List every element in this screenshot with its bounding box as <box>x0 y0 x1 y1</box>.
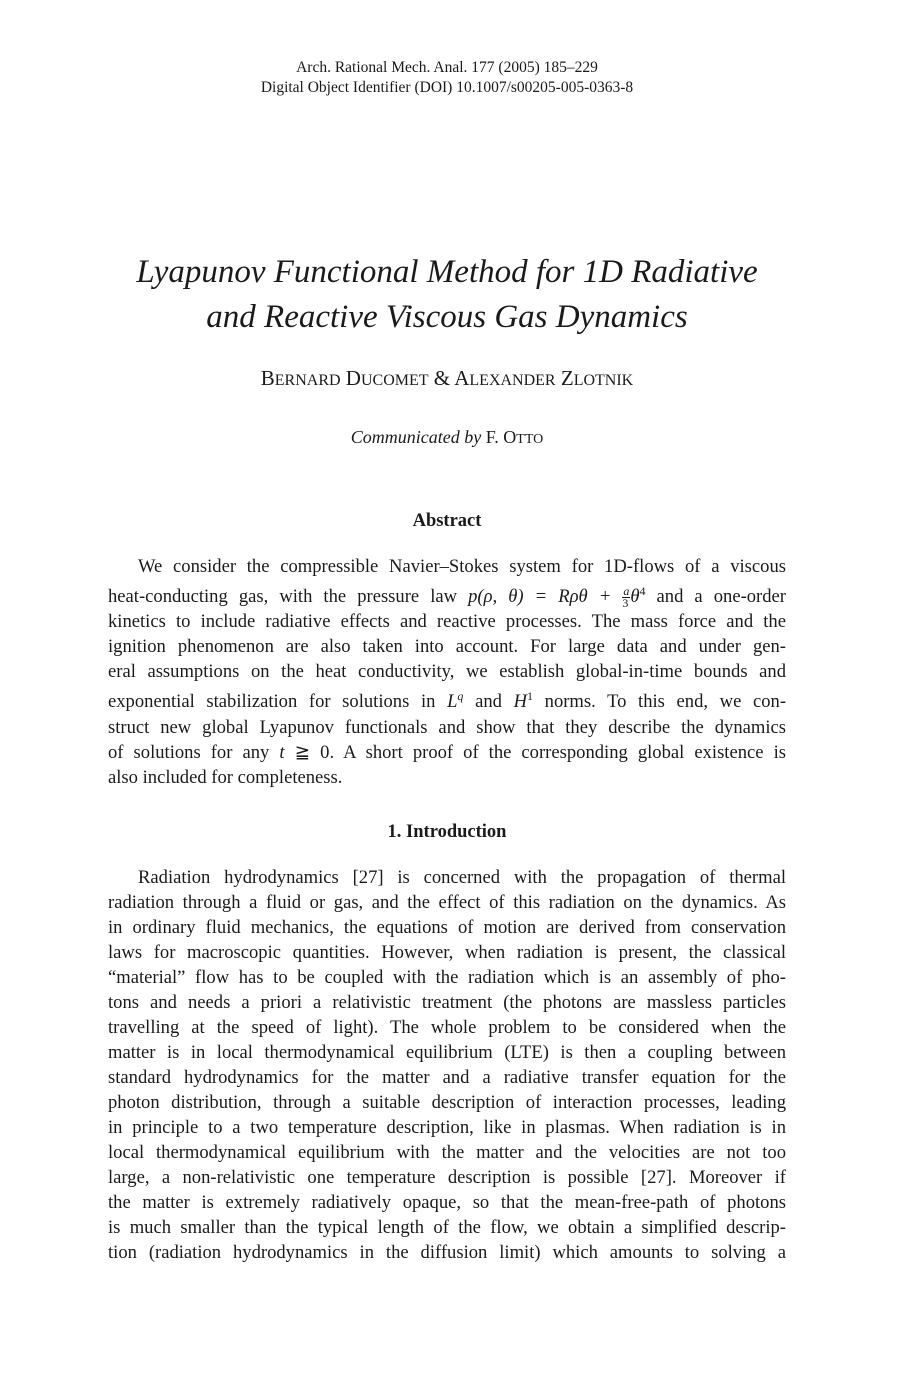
intro-line: in ordinary fluid mechanics, the equations of motion are derived from conservation <box>108 917 786 938</box>
author-1-first-initial: B <box>260 366 275 390</box>
abstract-line: eral assumptions on the heat conductivity, we establish global-in-time bounds and <box>108 661 786 683</box>
abstract-line: We consider the compressible Navier–Stokes system for 1D-flows of a viscous <box>138 556 786 577</box>
section-heading-introduction: 1. Introduction <box>387 822 507 842</box>
abstract-line: ignition phenomenon are also taken into account. For large data and under gen- <box>108 636 786 658</box>
intro-line: standard hydrodynamics for the matter and a radiative transfer equation for the <box>108 1067 786 1088</box>
intro-line: photon distribution, through a suitable description of interaction processes, leading <box>108 1092 786 1113</box>
author-1-last-rest: UCOMET <box>360 372 429 389</box>
intro-line: Radiation hydrodynamics [27] is concerned with the propagation of thermal <box>138 867 786 888</box>
author-2-first-initial: A <box>454 366 470 390</box>
author-2-first-rest: LEXANDER <box>469 372 556 389</box>
authors <box>108 366 786 391</box>
intro-line: is much smaller than the typical length of the flow, we obtain a simplified descrip- <box>108 1217 786 1238</box>
author-1-first-rest: ERNARD <box>274 372 341 389</box>
abstract-text: exponential stabilization for solutions in <box>108 691 436 713</box>
abstract-heading: Abstract <box>412 511 482 531</box>
communicator-rest: TTO <box>516 432 544 447</box>
communicated-by <box>108 427 786 448</box>
abstract-text: and <box>475 691 502 713</box>
author-2-last-initial: Z <box>560 366 574 390</box>
abstract-text: norms. To this end, we con- <box>544 691 787 713</box>
fraction-numerator: a <box>623 584 630 599</box>
communicated-label: Communicated by <box>350 427 482 447</box>
abstract-line <box>108 740 786 765</box>
intro-line: “material” flow has to be coupled with the radiation which is an assembly of pho- <box>108 967 786 988</box>
introduction-paragraph <box>108 865 786 1265</box>
abstract-line: struct new global Lyapunov functionals and show that they describe the dynamics <box>108 716 786 738</box>
theta-symbol: θ <box>630 586 640 608</box>
intro-line: in principle to a two temperature description, like in plasmas. When radiation is in <box>108 1117 786 1138</box>
intro-line: matter is in local thermodynamical equilibrium (LTE) is then a coupling between <box>108 1042 786 1063</box>
t-symbol: t <box>279 741 285 763</box>
intro-line: tons and needs a priori a relativistic treatment (the photons are massless particles <box>108 992 786 1013</box>
intro-line: tion (radiation hydrodynamics in the diffusion limit) which amounts to solving a <box>108 1242 786 1263</box>
intro-line: laws for macroscopic quantities. However, when radiation is present, the classical <box>108 942 786 963</box>
abstract-line <box>108 579 786 609</box>
lq-symbol: L <box>447 691 458 713</box>
title-line-1: Lyapunov Functional Method for 1D Radiative <box>136 254 758 290</box>
exponent: 4 <box>639 584 646 598</box>
abstract-line: also included for completeness. <box>108 766 343 788</box>
abstract-line <box>108 684 786 714</box>
abstract-line: kinetics to include radiative effects and reactive processes. The mass force and the <box>108 611 786 633</box>
h1-symbol: H <box>513 691 527 713</box>
doi-line: Digital Object Identifier (DOI) 10.1007/s00205-005-0363-8 <box>260 79 634 96</box>
intro-line: large, a non-relativistic one temperature description is possible [27]. Moreover if <box>108 1167 786 1188</box>
pressure-law-formula: p(ρ, θ) = Rρθ + <box>468 586 612 608</box>
intro-line: local thermodynamical equilibrium with the matter and the velocities are not too <box>108 1142 786 1163</box>
paper-title <box>108 250 786 340</box>
abstract-text: heat-conducting gas, with the pressure law <box>108 586 458 608</box>
author-1-last-initial: D <box>345 366 361 390</box>
abstract-paragraph <box>108 554 786 790</box>
intro-line: travelling at the speed of light). The whole problem to be considered when the <box>108 1017 786 1038</box>
abstract-text: of solutions for any <box>108 741 270 763</box>
inequality: ≧ 0. <box>294 741 335 763</box>
title-line-2: and Reactive Viscous Gas Dynamics <box>206 299 688 335</box>
author-ampersand: & <box>433 366 451 390</box>
author-2-last-rest: LOTNIK <box>573 372 634 389</box>
h1-exponent: 1 <box>527 689 533 704</box>
journal-citation: Arch. Rational Mech. Anal. 177 (2005) 185–229 <box>296 59 598 76</box>
communicator-initial: F. O <box>485 427 517 447</box>
abstract-text: A short proof of the corresponding global existence is <box>343 741 786 763</box>
fraction-denominator: 3 <box>622 596 629 611</box>
intro-line: the matter is extremely radiatively opaque, so that the mean-free-path of photons <box>108 1192 786 1213</box>
abstract-text: and a one-order <box>656 586 786 608</box>
intro-line: radiation through a fluid or gas, and the effect of this radiation on the dynamics. As <box>108 892 786 913</box>
lq-exponent: q <box>457 689 464 704</box>
